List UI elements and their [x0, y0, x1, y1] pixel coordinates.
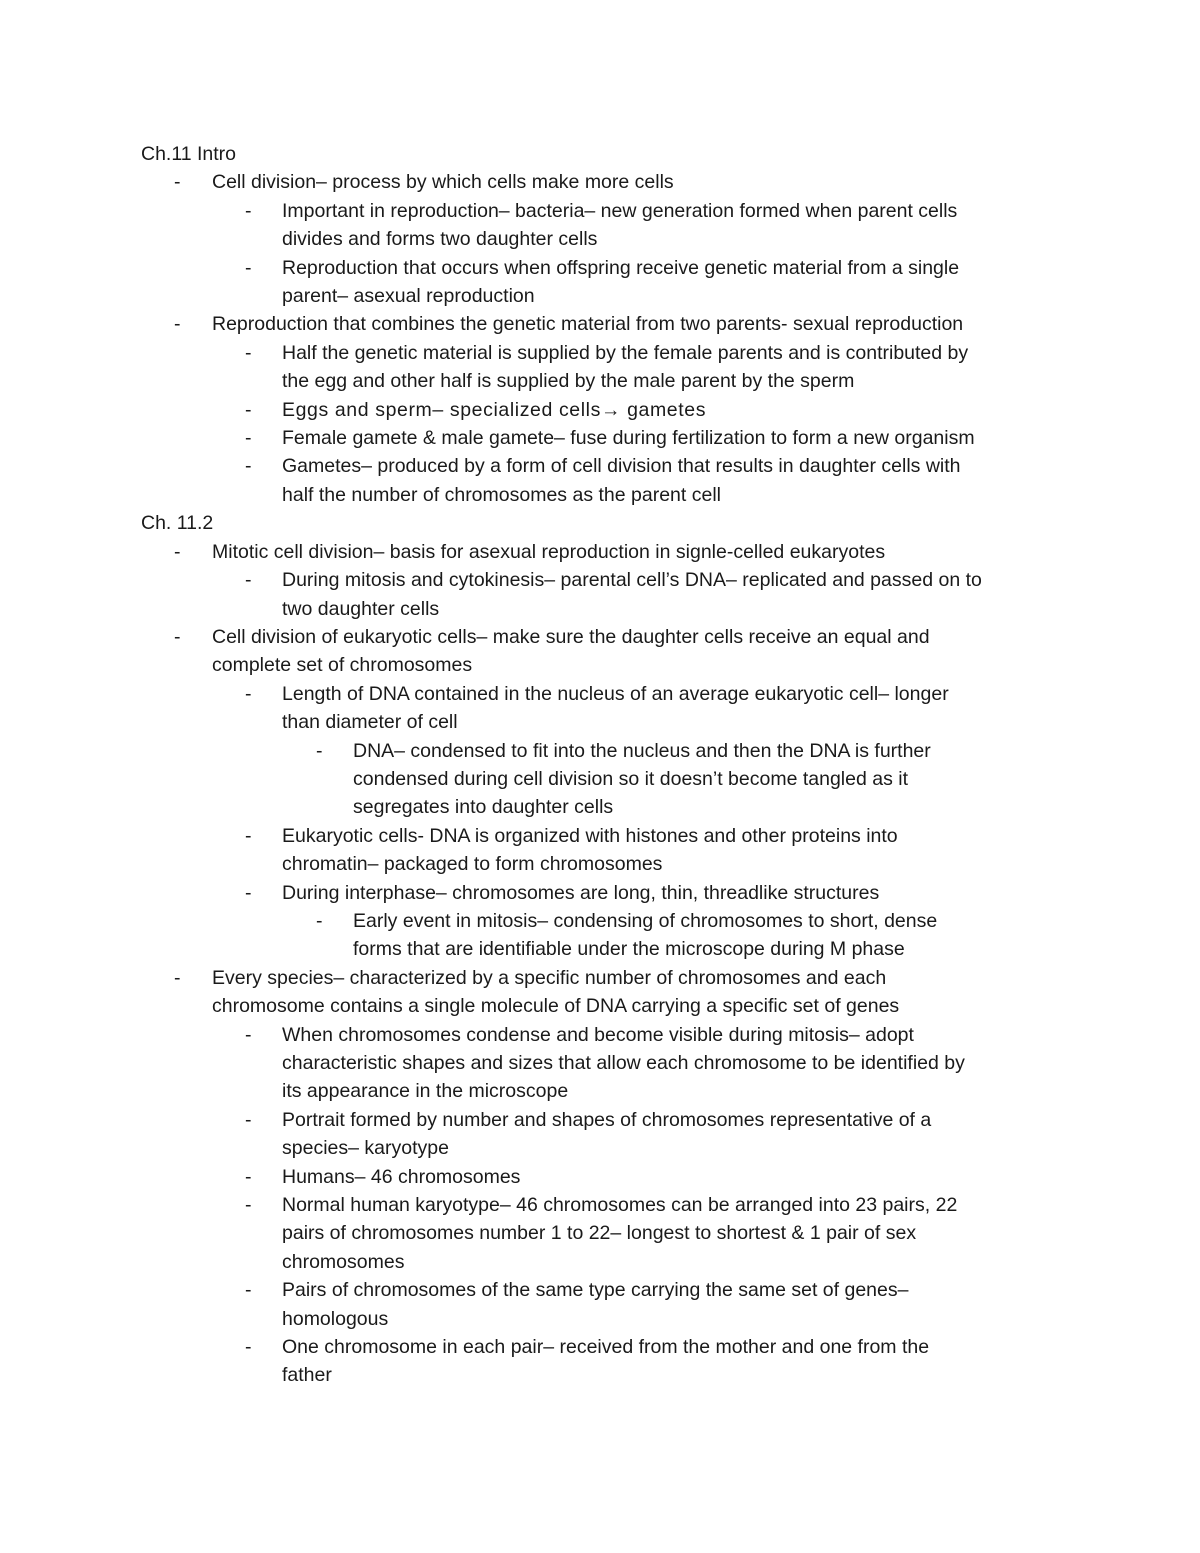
bullet-item-level-2 [0, 197, 1200, 225]
bullet-item-level-1 [0, 168, 1200, 196]
bullet-dash: - [245, 824, 252, 847]
bullet-item-level-2 [0, 1106, 1200, 1134]
bullet-item-level-2 [0, 225, 1200, 253]
bullet-item-level-2 [0, 595, 1200, 623]
bullet-item-level-1 [0, 623, 1200, 651]
bullet-text: Eukaryotic cells- DNA is organized with histones and other proteins into [282, 824, 898, 847]
bullet-item-level-2 [0, 1134, 1200, 1162]
bullet-text: forms that are identifiable under the microscope during M phase [353, 938, 905, 961]
bullet-item-level-2 [0, 822, 1200, 850]
bullet-text: DNA– condensed to fit into the nucleus and then the DNA is further [353, 739, 931, 762]
bullet-item-level-2 [0, 452, 1200, 480]
bullet-dash: - [316, 739, 323, 762]
bullet-text: Half the genetic material is supplied by the female parents and is contributed by [282, 341, 969, 364]
bullet-dash: - [316, 909, 323, 932]
bullet-item-level-2 [0, 1163, 1200, 1191]
bullet-item-level-2 [0, 1219, 1200, 1247]
bullet-item-level-3 [0, 935, 1200, 963]
bullet-text: species– karyotype [282, 1137, 449, 1160]
bullet-text: Pairs of chromosomes of the same type carrying the same set of genes– [282, 1279, 909, 1302]
bullet-text: When chromosomes condense and become visible during mitosis– adopt [282, 1023, 914, 1046]
bullet-item-level-3 [0, 793, 1200, 821]
bullet-text: chromosome contains a single molecule of DNA carrying a specific set of genes [212, 995, 900, 1018]
bullet-text: its appearance in the microscope [282, 1080, 569, 1103]
bullet-dash: - [245, 1023, 252, 1046]
bullet-item-level-1 [0, 310, 1200, 338]
bullet-dash: - [245, 455, 252, 478]
bullet-item-level-3 [0, 907, 1200, 935]
bullet-dash: - [245, 1194, 252, 1217]
bullet-item-level-2 [0, 367, 1200, 395]
bullet-text: complete set of chromosomes [212, 654, 473, 677]
bullet-dash: - [245, 1165, 252, 1188]
bullet-text: Reproduction that occurs when offspring receive genetic material from a single [282, 256, 960, 279]
bullet-item-level-2 [0, 339, 1200, 367]
bullet-text: the egg and other half is supplied by the male parent by the sperm [282, 370, 855, 393]
bullet-text: Cell division of eukaryotic cells– make sure the daughter cells receive an equal and [212, 625, 930, 648]
bullet-item-level-2 [0, 1361, 1200, 1389]
document-page [0, 140, 1200, 1390]
bullet-text: Gametes– produced by a form of cell division that results in daughter cells with [282, 455, 961, 478]
bullet-text: Female gamete & male gamete– fuse during fertilization to form a new organism [282, 427, 975, 450]
bullet-dash: - [174, 313, 181, 336]
bullet-dash: - [245, 341, 252, 364]
bullet-text: pairs of chromosomes number 1 to 22– longest to shortest & 1 pair of sex [282, 1222, 917, 1245]
bullet-dash: - [245, 1279, 252, 1302]
bullet-dash: - [174, 540, 181, 563]
section-heading: Ch.11 Intro [141, 143, 237, 165]
bullet-item-level-2 [0, 1248, 1200, 1276]
bullet-text: Humans– 46 chromosomes [282, 1165, 521, 1188]
bullet-dash: - [245, 256, 252, 279]
bullet-item-level-2 [0, 481, 1200, 509]
bullet-text: One chromosome in each pair– received from the mother and one from the [282, 1336, 930, 1359]
bullet-text: Length of DNA contained in the nucleus of an average eukaryotic cell– longer [282, 682, 949, 705]
bullet-item-level-2 [0, 1276, 1200, 1304]
bullet-item-level-3 [0, 765, 1200, 793]
bullet-item-level-2 [0, 396, 1200, 424]
bullet-dash: - [245, 1336, 252, 1359]
bullet-item-level-2 [0, 879, 1200, 907]
bullet-item-level-2 [0, 254, 1200, 282]
bullet-item-level-2 [0, 424, 1200, 452]
bullet-item-level-2 [0, 1333, 1200, 1361]
bullet-text: segregates into daughter cells [353, 796, 614, 819]
bullet-text: Portrait formed by number and shapes of chromosomes representative of a [282, 1108, 932, 1131]
bullet-item-level-2 [0, 850, 1200, 878]
bullet-text: During mitosis and cytokinesis– parental cell’s DNA– replicated and passed on to [282, 569, 982, 592]
bullet-text: father [282, 1364, 332, 1387]
bullet-text: Every species– characterized by a specific number of chromosomes and each [212, 966, 887, 989]
bullet-item-level-1 [0, 538, 1200, 566]
bullet-text: two daughter cells [282, 597, 440, 620]
section-heading: Ch. 11.2 [141, 512, 214, 535]
bullet-item-level-2 [0, 566, 1200, 594]
bullet-text: Normal human karyotype– 46 chromosomes can be arranged into 23 pairs, 22 [282, 1194, 958, 1217]
bullet-item-level-1 [0, 992, 1200, 1020]
bullet-item-level-1 [0, 651, 1200, 679]
bullet-dash: - [245, 427, 252, 450]
bullet-item-level-2 [0, 1191, 1200, 1219]
bullet-item-level-3 [0, 737, 1200, 765]
bullet-text: During interphase– chromosomes are long, thin, threadlike structures [282, 881, 880, 904]
bullet-item-level-2 [0, 708, 1200, 736]
bullet-text: than diameter of cell [282, 711, 458, 734]
bullet-text: Eggs and sperm– specialized cells→ gametes [282, 398, 707, 421]
bullet-item-level-2 [0, 1305, 1200, 1333]
bullet-text: condensed during cell division so it doesn’t become tangled as it [353, 767, 909, 790]
bullet-text: homologous [282, 1307, 389, 1330]
bullet-dash: - [245, 199, 252, 222]
bullet-dash: - [174, 966, 181, 989]
bullet-dash: - [245, 398, 252, 421]
bullet-text: parent– asexual reproduction [282, 285, 535, 308]
bullet-text: divides and forms two daughter cells [282, 228, 598, 251]
bullet-text: Early event in mitosis– condensing of chromosomes to short, dense [353, 909, 938, 932]
bullet-item-level-2 [0, 282, 1200, 310]
bullet-text: Mitotic cell division– basis for asexual reproduction in signle-celled eukaryotes [212, 540, 886, 563]
bullet-text: Cell division– process by which cells make more cells [212, 171, 674, 194]
bullet-item-level-2 [0, 680, 1200, 708]
bullet-dash: - [245, 1108, 252, 1131]
bullet-dash: - [245, 569, 252, 592]
bullet-dash: - [245, 682, 252, 705]
bullet-dash: - [245, 881, 252, 904]
bullet-item-level-2 [0, 1077, 1200, 1105]
bullet-text: chromatin– packaged to form chromosomes [282, 853, 663, 876]
bullet-text: characteristic shapes and sizes that allow each chromosome to be identified by [282, 1052, 965, 1074]
bullet-dash: - [174, 625, 181, 648]
bullet-text: half the number of chromosomes as the parent cell [282, 483, 721, 506]
bullet-item-level-1 [0, 964, 1200, 992]
bullet-text: Important in reproduction– bacteria– new generation formed when parent cells [282, 199, 958, 222]
bullet-item-level-2 [0, 1049, 1200, 1077]
bullet-dash: - [174, 171, 181, 194]
bullet-text: Reproduction that combines the genetic material from two parents- sexual reproduction [212, 313, 964, 336]
bullet-text: chromosomes [282, 1250, 405, 1273]
bullet-item-level-2 [0, 1021, 1200, 1049]
